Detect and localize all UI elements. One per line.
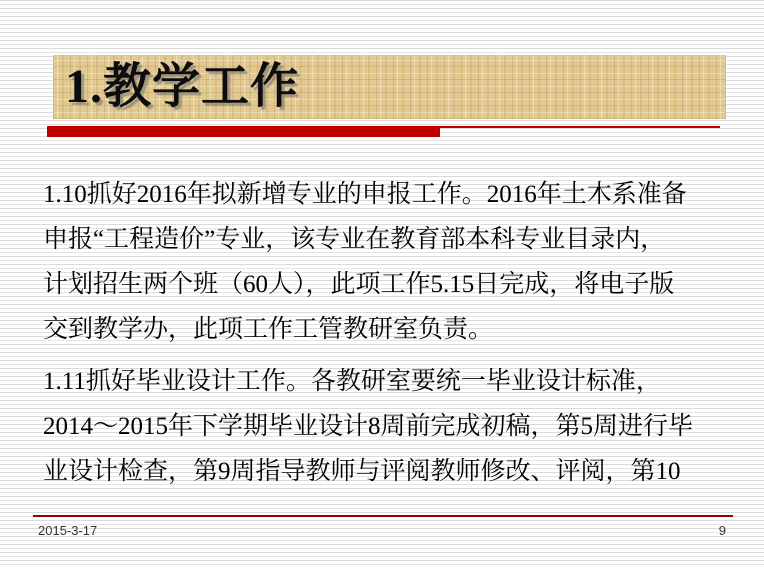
title-accent-line: [440, 126, 720, 128]
body-line: 1.11抓好毕业设计工作。各教研室要统一毕业设计标准，: [43, 368, 661, 395]
footer-date: 2015-3-17: [38, 523, 98, 538]
footer-divider: [33, 515, 733, 517]
footer-page-number: 9: [718, 523, 726, 538]
body-line: 2014～2015年下学期毕业设计8周前完成初稿，第5周进行毕: [43, 413, 694, 440]
slide-body: [43, 172, 743, 494]
body-line: 计划招生两个班（60人），此项工作5.15日完成，将电子版: [43, 271, 675, 298]
body-line: 1.10抓好2016年拟新增专业的申报工作。2016年土木系准备: [43, 181, 687, 208]
body-line: 交到教学办，此项工作工管教研室负责。: [43, 316, 494, 343]
title-banner: [53, 55, 726, 119]
body-line: 业设计检查，第9周指导教师与评阅教师修改、评阅，第10: [43, 458, 681, 485]
slide-title: 1.教学工作: [65, 60, 300, 113]
body-line: 申报“工程造价”专业，该专业在教育部本科专业目录内，: [43, 226, 666, 253]
title-accent-bar: [47, 126, 440, 137]
